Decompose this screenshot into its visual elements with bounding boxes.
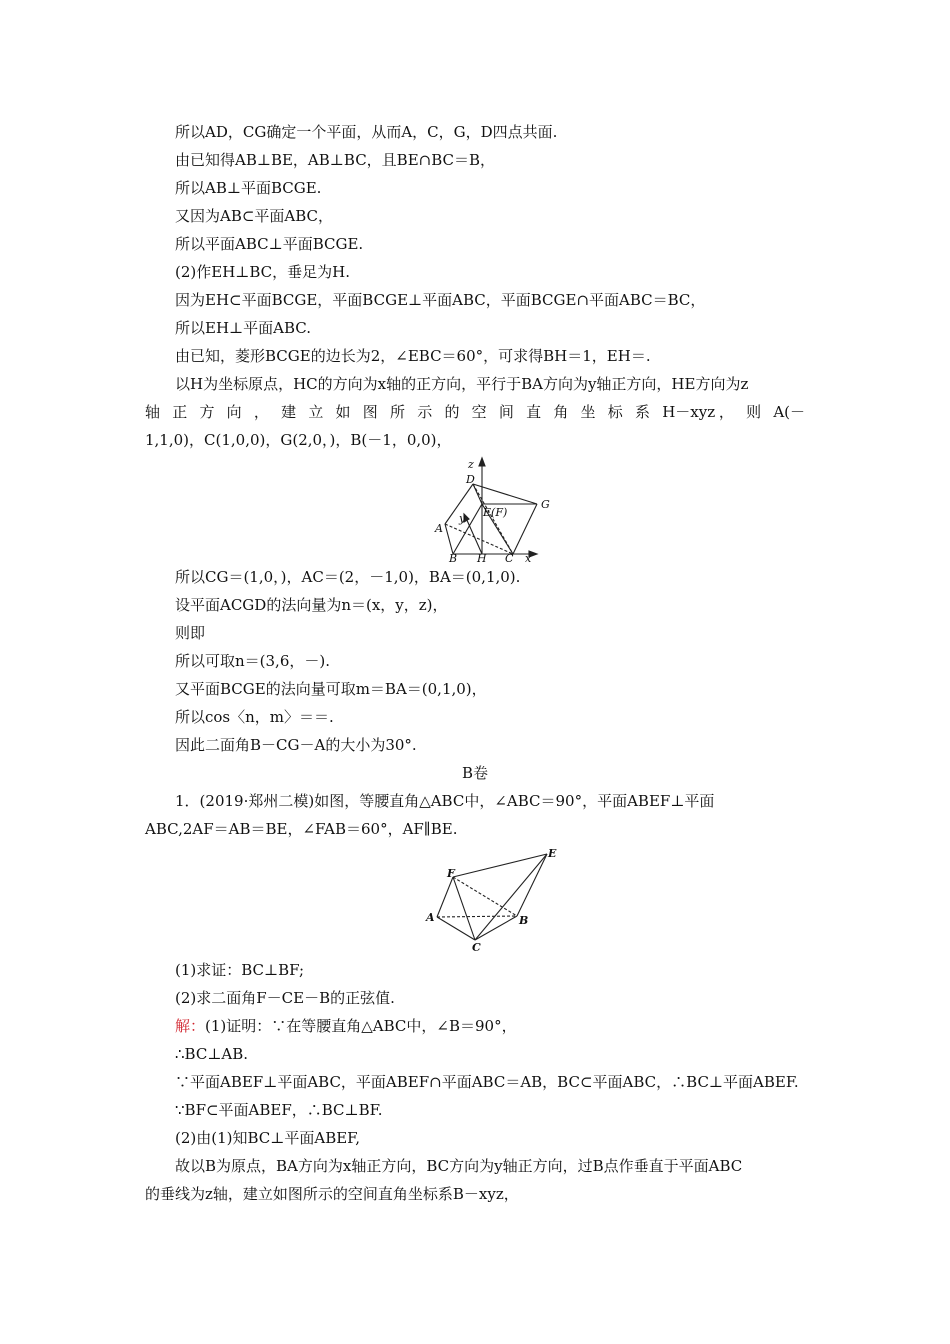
solution-line: ∴BC⊥AB. — [175, 1045, 249, 1063]
text-line: 所以AD，CG确定一个平面，从而A，C，G，D四点共面. — [175, 123, 558, 141]
coord-paragraph-line3: 1,1,0)，C(1,0,0)，G(2,0，)，B(－1，0,0)， — [145, 431, 452, 449]
text-line: 所以EH⊥平面ABC. — [175, 319, 311, 337]
edge-fa — [437, 877, 453, 917]
label-a: A — [435, 522, 443, 535]
label-y: y — [459, 512, 466, 525]
edge-fc — [453, 877, 475, 940]
text-line: 则即 — [175, 624, 206, 642]
edge-cb — [475, 916, 517, 940]
text-line: 由已知得AB⊥BE，AB⊥BC，且BE∩BC＝B， — [175, 151, 496, 169]
text-line: 所以cos〈n，m〉＝＝. — [175, 708, 334, 726]
text-line: 所以AB⊥平面BCGE. — [175, 179, 322, 197]
text-line: 又因为AB⊂平面ABC， — [175, 207, 334, 225]
question-2: (2)求二面角F－CE－B的正弦值. — [175, 989, 395, 1007]
solution-line: ∵平面ABEF⊥平面ABC，平面ABEF∩平面ABC＝AB，BC⊂平面ABC，∴BC⊥平面ABEF. — [175, 1073, 799, 1091]
solution-line: ∵BF⊂平面ABEF，∴BC⊥BF. — [175, 1101, 383, 1119]
text-line: 所以可取n＝(3,6，－). — [175, 652, 330, 670]
label-x: x — [525, 552, 532, 564]
label-a: A — [426, 911, 435, 924]
edge-fb-dashed — [453, 877, 517, 916]
label-c: C — [472, 941, 481, 953]
label-ef: E(F) — [483, 506, 508, 519]
label-h: H — [477, 552, 487, 564]
text-line: 由已知，菱形BCGE的边长为2，∠EBC＝60°，可求得BH＝1，EH＝. — [175, 347, 651, 365]
text-line: 因为EH⊂平面BCGE，平面BCGE⊥平面ABC，平面BCGE∩平面ABC＝BC， — [175, 291, 706, 309]
edge-de — [473, 484, 482, 504]
problem-line2: ABC,2AF＝AB＝BE，∠FAB＝60°，AF∥BE. — [145, 820, 458, 838]
edge-ba — [445, 524, 453, 554]
edge-fe — [453, 854, 547, 877]
solution-first-text: (1)证明：∵在等腰直角△ABC中，∠B＝90°， — [205, 1017, 517, 1035]
edge-ab-dashed — [437, 916, 517, 917]
coord-paragraph-line2: 轴 正 方 向 ， 建 立 如 图 所 示 的 空 间 直 角 坐 标 系 H－xyz， 则 A(－ — [145, 403, 805, 421]
label-c: C — [505, 552, 514, 564]
question-1: (1)求证：BC⊥BF; — [175, 961, 305, 979]
problem-line1: 1．(2019·郑州二模)如图，等腰直角△ABC中，∠ABC＝90°，平面ABEF⊥平面 — [175, 792, 715, 810]
text-line: 又平面BCGE的法向量可取m＝BA＝(0,1,0)， — [175, 680, 487, 698]
figure-coordinate-solid — [425, 452, 565, 564]
z-axis-arrowhead — [479, 458, 485, 466]
edge-ce — [475, 854, 547, 940]
text-line: 所以CG＝(1,0，)，AC＝(2，－1,0)，BA＝(0,1,0). — [175, 568, 521, 586]
label-f: F — [447, 867, 455, 880]
solution-first-line — [175, 1016, 517, 1036]
text-line: 所以平面ABC⊥平面BCGE. — [175, 235, 364, 253]
coord-paragraph-line1: 以H为坐标原点，HC的方向为x轴的正方向，平行于BA方向为y轴正方向，HE方向为z — [175, 375, 749, 393]
label-e: E — [548, 847, 557, 860]
label-b: B — [519, 914, 529, 927]
text-line: 因此二面角B－CG－A的大小为30°. — [175, 736, 417, 754]
label-z: z — [468, 458, 474, 471]
y-axis-line — [466, 518, 482, 554]
figure-tetrahedron — [420, 845, 570, 953]
solution-line: (2)由(1)知BC⊥平面ABEF, — [175, 1129, 361, 1147]
solution-line: 的垂线为z轴，建立如图所示的空间直角坐标系B－xyz， — [145, 1185, 519, 1203]
text-line: (2)作EH⊥BC，垂足为H. — [175, 263, 351, 281]
section-title: B卷 — [461, 764, 489, 782]
solution-line: 故以B为原点，BA方向为x轴正方向，BC方向为y轴正方向，过B点作垂直于平面ABC — [175, 1157, 743, 1175]
edge-dg — [473, 484, 537, 504]
solution-label: 解： — [175, 1017, 206, 1035]
label-b: B — [449, 552, 458, 564]
edge-be — [453, 504, 482, 554]
label-g: G — [541, 498, 550, 511]
label-d: D — [466, 473, 475, 486]
text-line: 设平面ACGD的法向量为n＝(x，y，z)， — [175, 596, 448, 614]
edge-gc — [513, 504, 537, 554]
edge-ac — [437, 917, 475, 940]
